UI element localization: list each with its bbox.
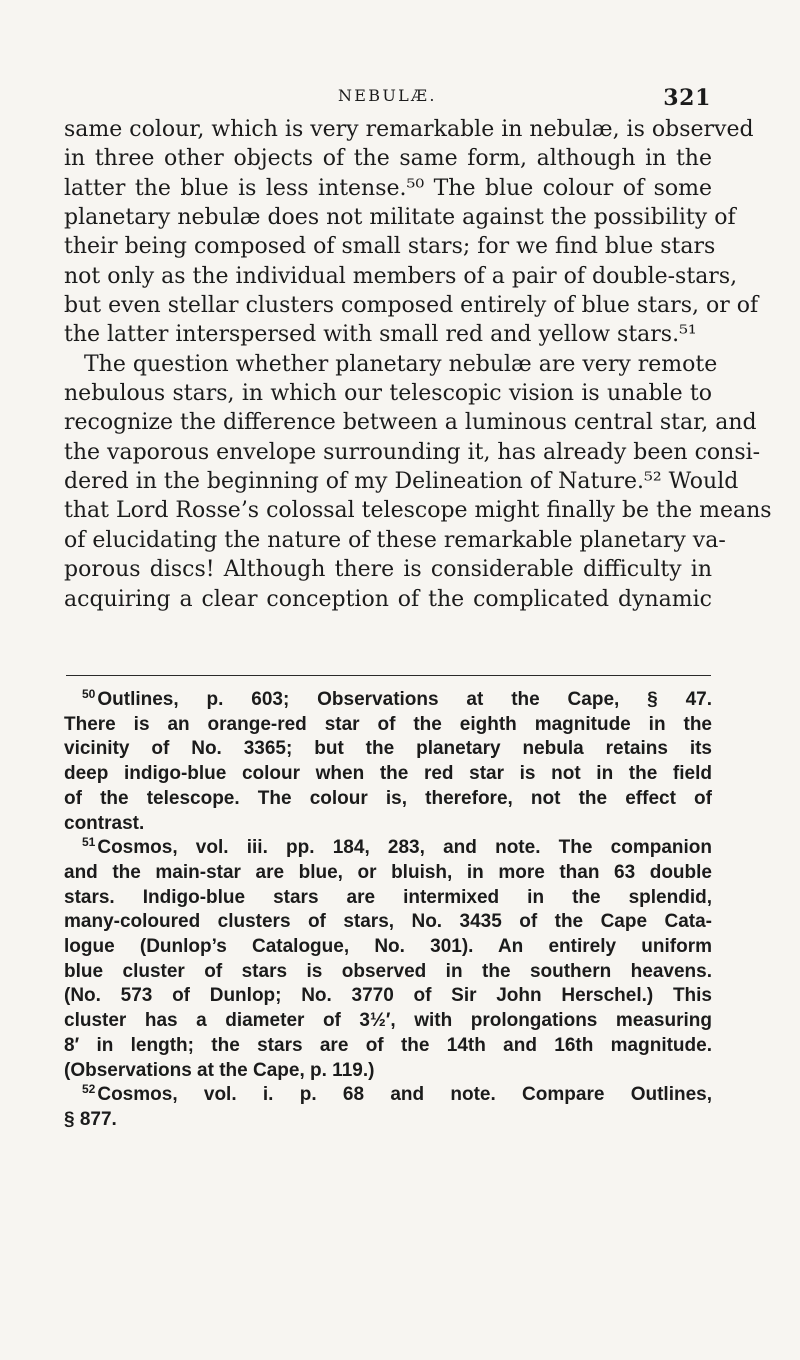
footnote-line [64,1083,712,1108]
footnote-line: (No. 573 of Dunlop; No. 3770 of Sir John Herschel.) This [64,985,712,1007]
footnote-line: § 877. [64,1108,117,1130]
running-head: NEBULÆ. [338,86,437,105]
body-line: recognize the difference between a luminous central star, and [64,410,757,436]
footnote-line: deep indigo-blue colour when the red star is not in the field [64,763,712,785]
footnote-52 [64,1083,712,1132]
body-line: acquiring a clear conception of the complicated dynamic [64,586,712,612]
body-line: that Lord Rosse’s colossal telescope might finally be the means [64,498,772,524]
footnote-line: logue (Dunlop’s Catalogue, No. 301). An entirely uniform [64,936,712,958]
footnotes [64,688,712,1133]
footnote-50 [64,688,712,836]
body-line: of elucidating the nature of these remarkable planetary va- [64,527,726,553]
footnote-line: many-coloured clusters of stars, No. 3435 of the Cape Cata- [64,911,712,933]
footnote-divider [66,675,711,676]
body-line: their being composed of small stars; for we find blue stars [64,234,716,260]
main-text [64,115,772,614]
footnote-line: blue cluster of stars is observed in the southern heavens. [64,960,712,982]
body-line: not only as the individual members of a pair of double-stars, [64,263,738,289]
body-line: nebulous stars, in which our telescopic vision is unable to [64,381,712,407]
body-line: porous discs! Although there is considerable difficulty in [64,557,712,583]
footnote-line: contrast. [64,812,145,834]
footnote-line: of the telescope. The colour is, therefore, not the effect of [64,787,712,809]
footnote-number: 50 [82,686,96,701]
body-line: same colour, which is very remarkable in nebulæ, is observed [64,117,754,142]
body-line: the latter interspersed with small red and yellow stars.⁵¹ [64,322,697,348]
page-number: 321 [663,85,711,111]
footnote-line: (Observations at the Cape, p. 119.) [64,1059,375,1081]
footnote-text: Cosmos, vol. iii. pp. 184, 283, and note. The companion [97,837,712,859]
footnote-line: and the main-star are blue, or bluish, in more than 63 double [64,861,712,883]
body-line: latter the blue is less intense.⁵⁰ The blue colour of some [64,175,712,201]
footnote-line [64,688,712,713]
footnote-number: 51 [82,834,96,849]
footnote-line: stars. Indigo-blue stars are intermixed in the splendid, [64,886,712,908]
footnote-line: 8′ in length; the stars are of the 14th and 16th magnitude. [64,1034,712,1056]
page-header [0,86,800,116]
footnote-line [64,836,712,861]
footnote-text: Cosmos, vol. i. p. 68 and note. Compare Outlines, [97,1084,712,1106]
footnote-text: Outlines, p. 603; Observations at the Cape, § 47. [97,689,712,710]
footnote-line: There is an orange-red star of the eighth magnitude in the [64,713,712,735]
footnote-51 [64,836,712,1083]
footnote-line: cluster has a diameter of 3½′, with prolongations measuring [64,1010,712,1032]
footnote-line: vicinity of No. 3365; but the planetary nebula retains its [64,738,712,760]
body-line: The question whether planetary nebulæ are very remote [84,351,718,377]
body-line: but even stellar clusters composed entirely of blue stars, or of [64,293,759,319]
body-line: dered in the beginning of my Delineation of Nature.⁵² Would [64,469,739,495]
footnote-number: 52 [82,1081,96,1096]
body-line: in three other objects of the same form, although in the [64,146,712,172]
body-line: the vaporous envelope surrounding it, has already been consi- [64,439,761,465]
body-line: planetary nebulæ does not militate against the possibility of [64,205,736,231]
